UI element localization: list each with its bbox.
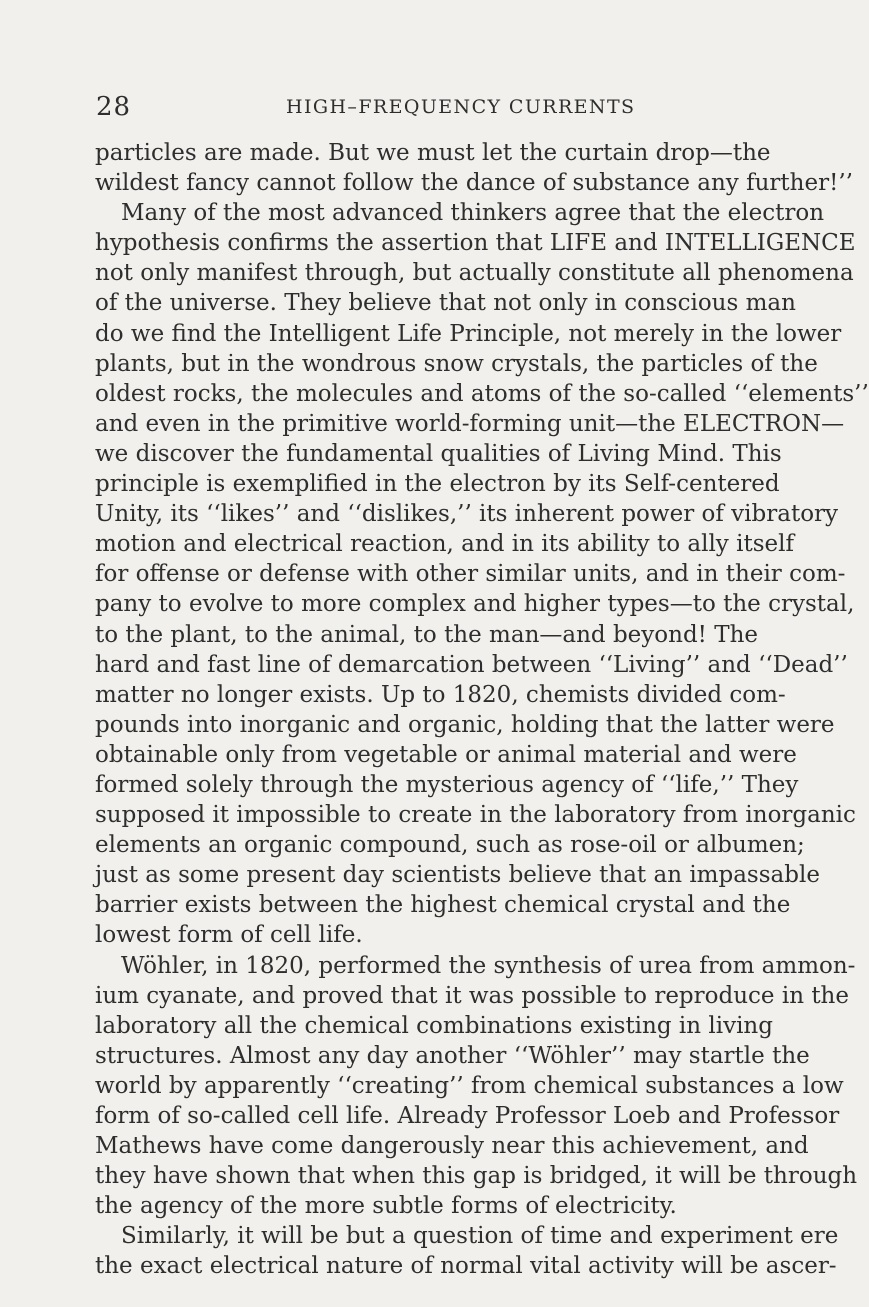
text-line: motion and electrical reaction, and in its ability to ally itself: [95, 531, 794, 558]
text-line: matter no longer exists. Up to 1820, chemists divided com-: [95, 681, 786, 708]
text-line: structures. Almost any day another ‘‘Wöhler’’ may startle the: [95, 1042, 810, 1069]
text-line: principle is exemplified in the electron by its Self-centered: [95, 471, 780, 498]
text-line: laboratory all the chemical combinations existing in living: [95, 1012, 773, 1039]
text-line: do we find the Intelligent Life Principle, not merely in the lower: [95, 320, 842, 347]
text-line: Wöhler, in 1820, performed the synthesis of urea from ammon-: [121, 952, 856, 979]
text-line: Unity, its ‘‘likes’’ and ‘‘dislikes,’’ its inherent power of vibratory: [95, 501, 839, 528]
text-line: we discover the fundamental qualities of Living Mind. This: [95, 440, 782, 467]
text-line: lowest form of cell life.: [95, 922, 363, 949]
text-line: particles are made. But we must let the curtain drop—the: [95, 140, 771, 166]
text-line: not only manifest through, but actually constitute all phenomena: [95, 260, 854, 287]
text-line: oldest rocks, the molecules and atoms of the so-called ‘‘elements’’: [95, 380, 869, 407]
text-line: hypothesis confirms the assertion that LIFE and INTELLIGENCE: [95, 230, 856, 257]
text-line: they have shown that when this gap is bridged, it will be through: [95, 1163, 858, 1190]
text-line: to the plant, to the animal, to the man—and beyond! The: [95, 621, 758, 648]
text-line: world by apparently ‘‘creating’’ from chemical substances a low: [95, 1072, 844, 1099]
page-number: 28: [96, 92, 132, 122]
text-line: plants, but in the wondrous snow crystals, the particles of the: [95, 350, 818, 377]
text-line: wildest fancy cannot follow the dance of substance any further!’’: [95, 170, 853, 197]
text-line: pany to evolve to more complex and higher types—to the crystal,: [95, 591, 855, 618]
text-line: Mathews have come dangerously near this achievement, and: [95, 1133, 809, 1160]
text-line: form of so-called cell life. Already Professor Loeb and Professor: [95, 1103, 840, 1129]
text-line: barrier exists between the highest chemical crystal and the: [95, 892, 791, 919]
text-line: Similarly, it will be but a question of time and experiment ere: [121, 1223, 839, 1250]
text-line: formed solely through the mysterious agency of ‘‘life,’’ They: [95, 771, 799, 798]
text-line: pounds into inorganic and organic, holding that the latter were: [95, 711, 835, 738]
text-line: ium cyanate, and proved that it was possible to reproduce in the: [95, 982, 849, 1009]
text-line: the agency of the more subtle forms of electricity.: [95, 1193, 677, 1220]
text-line: the exact electrical nature of normal vital activity will be ascer-: [95, 1253, 837, 1280]
text-line: Many of the most advanced thinkers agree that the electron: [121, 200, 825, 227]
text-line: for offense or defense with other similar units, and in their com-: [95, 561, 846, 588]
page-header: [96, 92, 756, 122]
text-line: of the universe. They believe that not only in conscious man: [95, 290, 796, 317]
text-line: elements an organic compound, such as rose-oil or albumen;: [95, 832, 805, 859]
text-line: and even in the primitive world-forming unit—the ELECTRON—: [95, 410, 845, 437]
text-line: hard and fast line of demarcation between ‘‘Living’’ and ‘‘Dead’’: [95, 651, 848, 678]
text-line: supposed it impossible to create in the laboratory from inorganic: [95, 802, 856, 829]
running-title: HIGH–FREQUENCY CURRENTS: [286, 96, 636, 118]
text-line: obtainable only from vegetable or animal material and were: [95, 741, 797, 768]
text-line: just as some present day scientists believe that an impassable: [95, 862, 820, 889]
body-text: [95, 138, 869, 1282]
